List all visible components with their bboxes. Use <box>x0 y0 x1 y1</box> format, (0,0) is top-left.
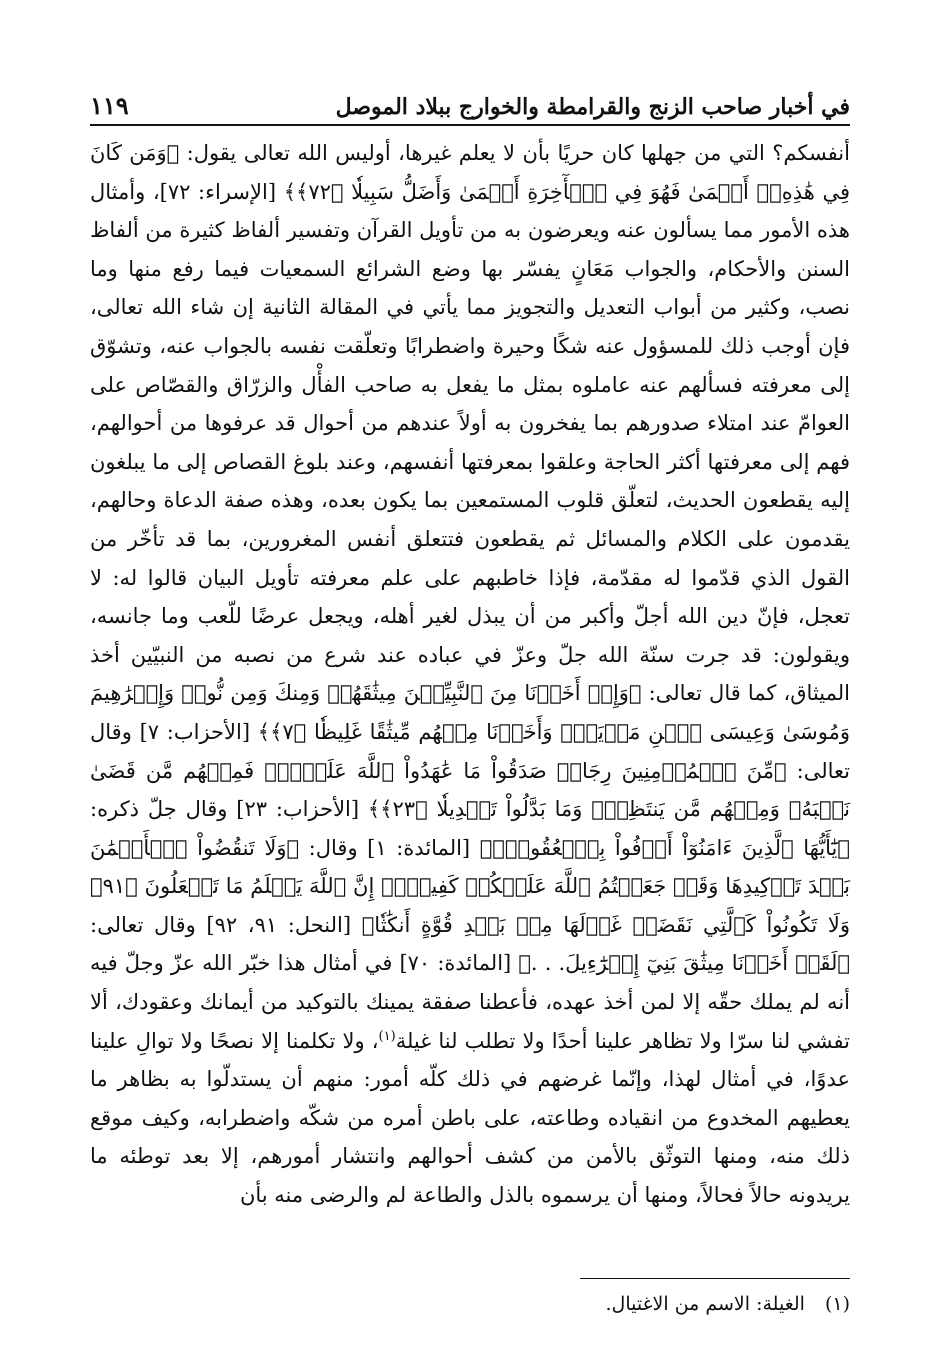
footnote-text: الغيلة: الاسم من الاغتيال. <box>605 1293 805 1315</box>
main-paragraph <box>90 134 850 1215</box>
footnote-divider <box>580 1278 850 1279</box>
footnote-reference: (١) <box>378 1028 396 1044</box>
footnote <box>90 1290 850 1318</box>
page-number: ١١٩ <box>90 91 129 120</box>
footnote-marker: (١) <box>824 1293 850 1315</box>
running-head: في أخبار صاحب الزنج والقرامطة والخوارج ببلاد الموصل <box>335 94 850 120</box>
text-segment-2: ، ولا تكلمنا إلا نصحًا ولا توالِ علينا عدوًا، في أمثال لهذا، وإنّما غرضهم في ذلك كلّه أمور: منهم أن يستدلّوا به بظاهر ما يعطيهم المخدوع من انقياده وطاعته، على باطن أمره من شكّه واضطرابه، وكيف موقع ذلك منه، ومنها التوثّق بالأمن من كشف أحوالهم وانتشار أمورهم، إلا بعد توطئه ما يريدونه حالاً فحالاً، ومنها أن يرسموه بالذل والطاعة لم والرضى منه بأن <box>90 1028 850 1208</box>
page-header <box>90 84 850 126</box>
text-segment-1: أنفسكم؟ التي من جهلها كان حريًا بأن لا يعلم غيرها، أوليس الله تعالى يقول: ﴿وَمَن كَانَ فِي هَٰذِهِۦٓ أَعۡمَىٰ فَهُوَ فِي ٱلۡأٓخِرَةِ أَعۡمَىٰ وَأَضَلُّ سَبِيلٗا ﴿٧٢﴾﴾ [الإسراء: ٧٢]، وأمثال هذه الأمور مما يسألون عنه ويعرضون به من تأويل القرآن وتفسير ألفاظ كثيرة من ألفاظ السنن والأحكام، والجواب مَعَانٍ يفسّر بها وضع الشرائع السمعيات فيما رفع منها وما نصب، وكثير من أبواب التعديل والتجويز مما يأتي في المقالة الثانية إن شاء الله تعالى، فإن أوجب ذلك للمسؤول عنه شكًا وحيرة واضطرابًا وتعلّقت نفسه بالجواب عنه، وتشوّق إلى معرفته فسألهم عنه عاملوه بمثل ما يفعل به صاحب الفأْل والزرّاق والقصّاص على العوامّ عند امتلاء صدورهم بما يفخرون به أولاً عندهم من أحوال قد عرفوها من أحوالهم، فهم إلى معرفتها أكثر الحاجة وعلقوا بمعرفتها أنفسهم، وعند بلوغ القصاص إلى ما يبلغون إليه يقطعون الحديث، لتعلّق قلوب المستمعين بما يكون بعده، وهذه صفة الدعاة وحالهم، يقدمون على الكلام والمسائل ثم يقطعون فتتعلق أنفس المغرورين، بما قد تأخّر من القول الذي قدّموا له مقدّمة، فإذا خاطبهم على علم معرفته تأويل البيان قالوا له: لا تعجل، فإنّ دين الله أجلّ وأكبر من أن يبذل لغير أهله، ويجعل عرضًا للّعب وما جانسه، ويقولون: قد جرت سنّة الله جلّ وعزّ في عباده عند شرع من نصبه من النبيّين أخذ الميثاق، كما قال تعالى: ﴿وَإِذۡ أَخَذۡنَا مِنَ ٱلنَّبِيِّـۧنَ مِيثَٰقَهُمۡ وَمِنكَ وَمِن نُّوحٖ وَإِبۡرَٰهِيمَ وَمُوسَىٰ وَعِيسَى ٱبۡنِ مَرۡيَمَۖ وَأَخَذۡنَا مِنۡهُم مِّيثَٰقًا غَلِيظٗا ﴿٧﴾﴾ [الأحزاب: ٧] وقال تعالى: ﴿مِّنَ ٱلۡمُؤۡمِنِينَ رِجَالٞ صَدَقُواْ مَا عَٰهَدُواْ ٱللَّهَ عَلَيۡهِۖ فَمِنۡهُم مَّن قَضَىٰ نَحۡبَهُۥ وَمِنۡهُم مَّن يَنتَظِرُۖ وَمَا بَدَّلُواْ تَبۡدِيلٗا ﴿٢٣﴾﴾ [الأحزاب: ٢٣] وقال جلّ ذكره: ﴿يَٰٓأَيُّهَا ٱلَّذِينَ ءَامَنُوٓاْ أَوۡفُواْ بِٱلۡعُقُودِۚ﴾ [المائدة: ١] وقال: ﴿وَلَا تَنقُضُواْ ٱلۡأَيۡمَٰنَ بَعۡدَ تَوۡكِيدِهَا وَقَدۡ جَعَلۡتُمُ ٱللَّهَ عَلَيۡكُمۡ كَفِيلًاۚ إِنَّ ٱللَّهَ يَعۡلَمُ مَا تَفۡعَلُونَ ﴿٩١﴾ وَلَا تَكُونُواْ كَٱلَّتِي نَقَضَتۡ غَزۡلَهَا مِنۢ بَعۡدِ قُوَّةٍ أَنكَٰثٗا﴾ [النحل: ٩١، ٩٢] وقال تعالى: ﴿لَقَدۡ أَخَذۡنَا مِيثَٰقَ بَنِيٓ إِسۡرَٰٓءِيلَ. . .﴾ [المائدة: ٧٠] في أمثال هذا خبّر الله عزّ وجلّ فيه أنه لم يملك حقّه إلا لمن أخذ عهده، فأعطنا صفقة يمينك بالتوكيد من أيمانك وعقودك، ألا تفشي لنا سرّا ولا تظاهر علينا أحدًا ولا تطلب لنا غيلة <box>90 141 851 1053</box>
body-text <box>90 134 850 1215</box>
